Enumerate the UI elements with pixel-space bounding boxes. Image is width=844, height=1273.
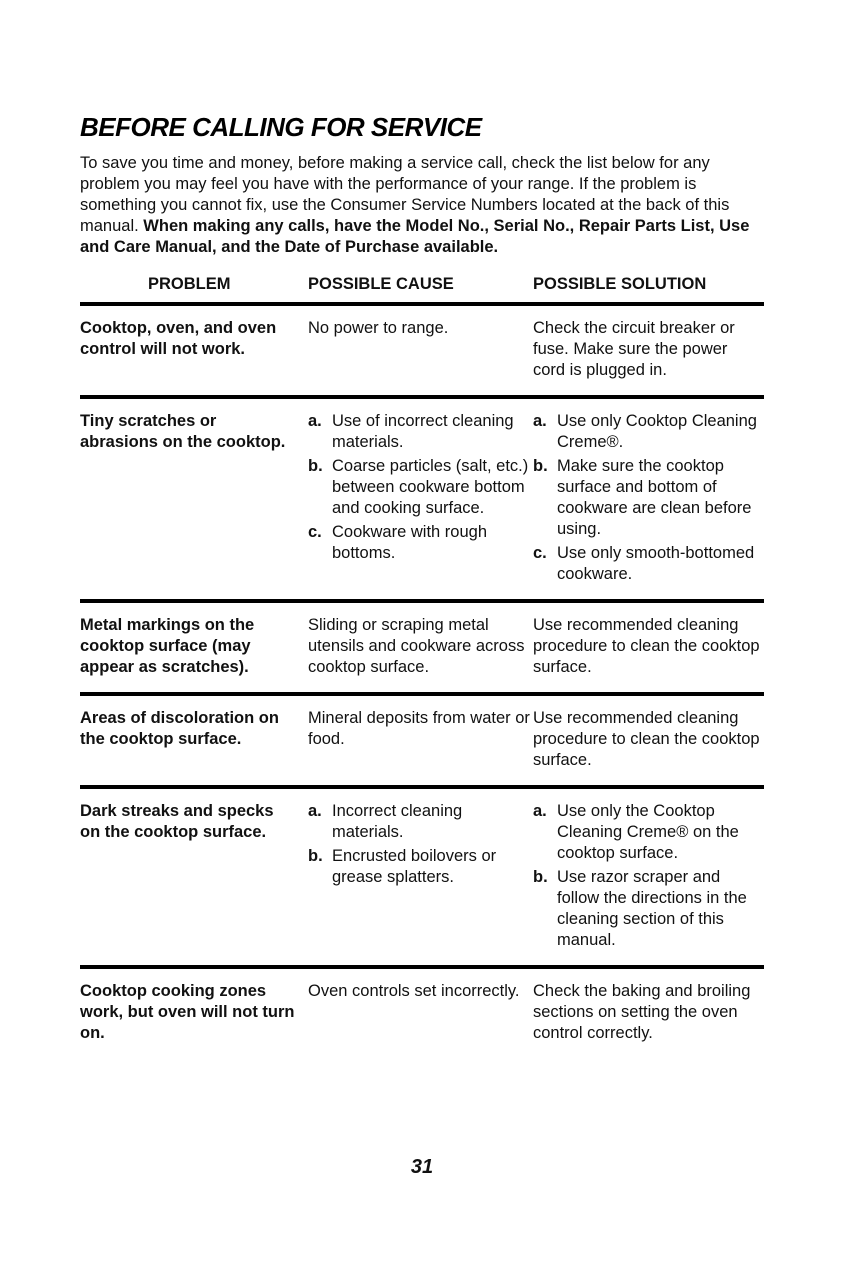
cause-cell bbox=[308, 708, 533, 771]
solution-text: Check the baking and broiling sections on setting the oven control correctly. bbox=[533, 982, 751, 1042]
cause-text: No power to range. bbox=[308, 319, 449, 337]
cause-item bbox=[308, 846, 533, 888]
solution-text: Use only smooth-bottomed cookware. bbox=[557, 544, 755, 583]
intro-bold-text: When making any calls, have the Model No., Serial No., Repair Parts List, Use and Care Manual, and the Date of Purchase available. bbox=[80, 217, 750, 256]
cause-item bbox=[308, 615, 533, 678]
cause-item bbox=[308, 708, 533, 750]
cause-letter: c. bbox=[308, 523, 322, 541]
solution-letter: b. bbox=[533, 457, 548, 475]
problem-text: Dark streaks and specks on the cooktop surface. bbox=[80, 802, 274, 841]
solution-item bbox=[533, 543, 764, 585]
page-title: BEFORE CALLING FOR SERVICE bbox=[80, 112, 482, 142]
solution-item bbox=[533, 801, 764, 864]
solution-item bbox=[533, 981, 764, 1044]
page-number: 31 bbox=[410, 1156, 434, 1178]
cause-item bbox=[308, 801, 533, 843]
solution-text: Use only the Cooktop Cleaning Creme® on the cooktop surface. bbox=[557, 802, 739, 862]
cause-text: Sliding or scraping metal utensils and cookware across cooktop surface. bbox=[308, 616, 525, 676]
cause-letter: b. bbox=[308, 847, 323, 865]
cause-text: Cookware with rough bottoms. bbox=[332, 523, 487, 562]
solution-letter: b. bbox=[533, 868, 548, 886]
problem-text: Cooktop cooking zones work, but oven will not turn on. bbox=[80, 982, 295, 1042]
cause-item bbox=[308, 522, 533, 564]
problem-text: Metal markings on the cooktop surface (may appear as scratches). bbox=[80, 616, 255, 676]
problem-text: Tiny scratches or abrasions on the cooktop. bbox=[80, 412, 286, 451]
solution-cell bbox=[533, 801, 764, 951]
solution-item bbox=[533, 615, 764, 678]
cause-cell bbox=[308, 981, 533, 1044]
solution-item bbox=[533, 411, 764, 453]
table-row bbox=[80, 789, 764, 969]
solution-letter: a. bbox=[533, 412, 547, 430]
cause-text: Incorrect cleaning materials. bbox=[332, 802, 463, 841]
table-row bbox=[80, 969, 764, 1058]
solution-text: Use recommended cleaning procedure to clean the cooktop surface. bbox=[533, 709, 760, 769]
solution-cell bbox=[533, 318, 764, 381]
cause-item bbox=[308, 411, 533, 453]
solution-text: Use razor scraper and follow the directions in the cleaning section of this manual. bbox=[557, 868, 747, 949]
cause-text: Coarse particles (salt, etc.) between cookware bottom and cooking surface. bbox=[332, 457, 529, 517]
table-row bbox=[80, 603, 764, 696]
cause-letter: a. bbox=[308, 412, 322, 430]
troubleshooting-table bbox=[80, 306, 764, 1058]
problem-text: Cooktop, oven, and oven control will not work. bbox=[80, 319, 277, 358]
cause-cell bbox=[308, 411, 533, 585]
solution-letter: a. bbox=[533, 802, 547, 820]
table-header bbox=[80, 275, 764, 306]
intro-text: To save you time and money, before making a service call, check the list below for any problem you may feel you have with the performance of your range. If the problem is something you cannot fix, use the Consumer Service Numbers located at the back of this manual. bbox=[80, 154, 730, 235]
header-solution: POSSIBLE SOLUTION bbox=[533, 275, 707, 293]
solution-item bbox=[533, 318, 764, 381]
cause-letter: b. bbox=[308, 457, 323, 475]
solution-cell bbox=[533, 981, 764, 1044]
cause-cell bbox=[308, 801, 533, 951]
solution-item bbox=[533, 867, 764, 951]
table-row bbox=[80, 399, 764, 603]
cause-text: Encrusted boilovers or grease splatters. bbox=[332, 847, 497, 886]
cause-text: Oven controls set incorrectly. bbox=[308, 982, 520, 1000]
cause-text: Mineral deposits from water or food. bbox=[308, 709, 530, 748]
header-problem: PROBLEM bbox=[148, 275, 231, 293]
cause-cell bbox=[308, 615, 533, 678]
solution-item bbox=[533, 456, 764, 540]
table-row bbox=[80, 306, 764, 399]
cause-letter: a. bbox=[308, 802, 322, 820]
solution-item bbox=[533, 708, 764, 771]
problem-text: Areas of discoloration on the cooktop surface. bbox=[80, 709, 279, 748]
table-row bbox=[80, 696, 764, 789]
cause-item bbox=[308, 318, 533, 339]
solution-text: Check the circuit breaker or fuse. Make sure the power cord is plugged in. bbox=[533, 319, 735, 379]
solution-text: Make sure the cooktop surface and bottom of cookware are clean before using. bbox=[557, 457, 752, 538]
cause-text: Use of incorrect cleaning materials. bbox=[332, 412, 514, 451]
solution-text: Use only Cooktop Cleaning Creme®. bbox=[557, 412, 757, 451]
page bbox=[80, 112, 764, 1058]
solution-text: Use recommended cleaning procedure to clean the cooktop surface. bbox=[533, 616, 760, 676]
solution-cell bbox=[533, 615, 764, 678]
solution-letter: c. bbox=[533, 544, 547, 562]
intro-paragraph bbox=[80, 153, 764, 258]
cause-item bbox=[308, 981, 533, 1002]
cause-item bbox=[308, 456, 533, 519]
solution-cell bbox=[533, 708, 764, 771]
cause-cell bbox=[308, 318, 533, 381]
solution-cell bbox=[533, 411, 764, 585]
header-cause: POSSIBLE CAUSE bbox=[308, 275, 454, 293]
